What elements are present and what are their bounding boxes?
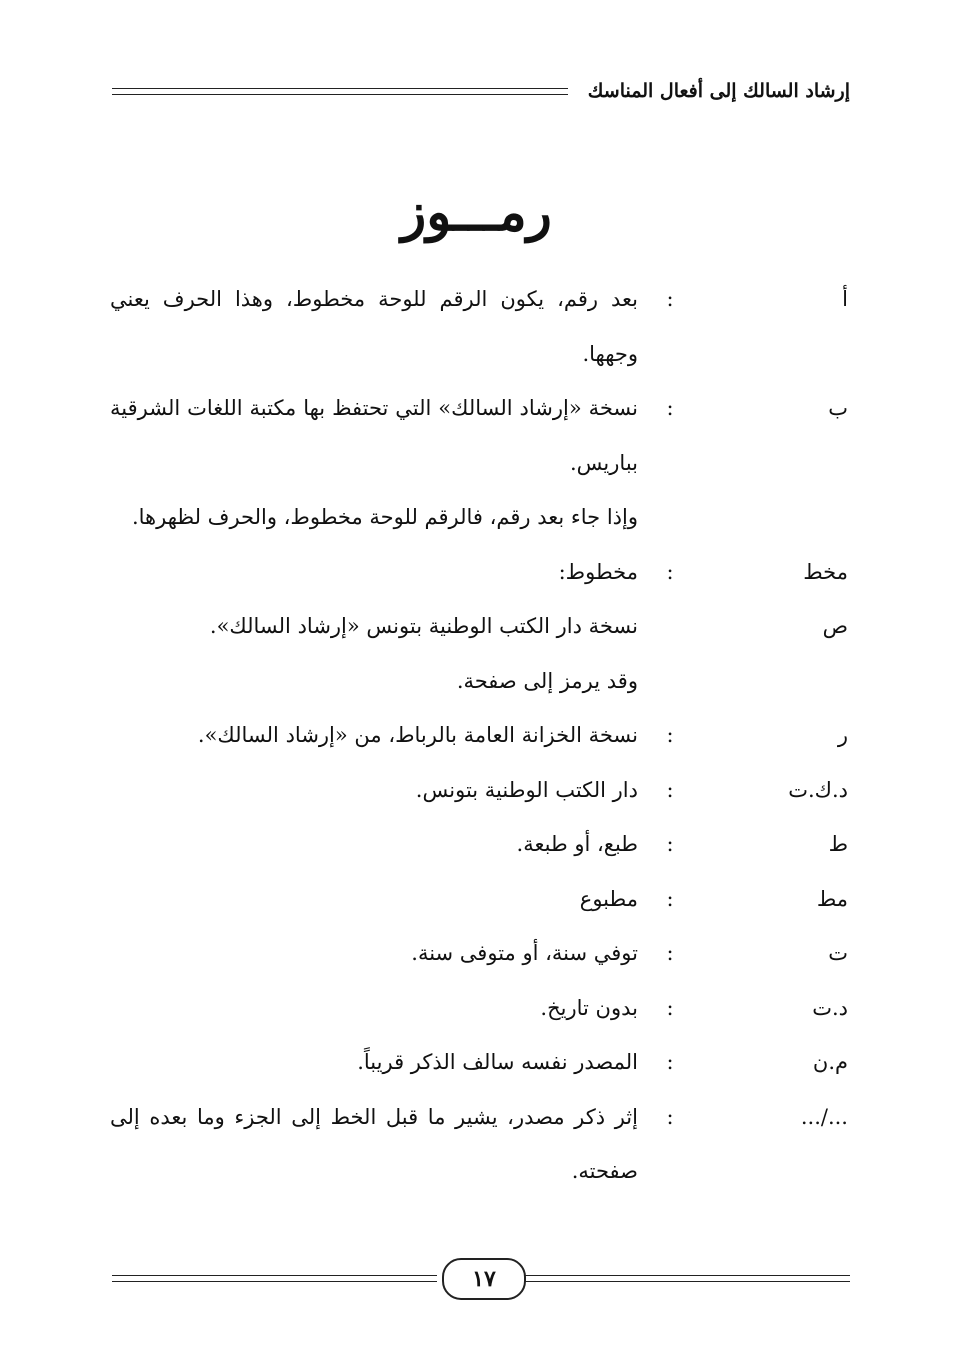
entry-description: وإذا جاء بعد رقم، فالرقم للوحة مخطوط، والحرف لظهرها.: [131, 505, 638, 529]
entry-description: نسخة دار الكتب الوطنية بتونس «إرشاد السالك».: [209, 614, 638, 638]
symbol-entry: [110, 272, 848, 381]
symbol-entry: [110, 708, 848, 763]
entry-symbol: م.ن: [812, 1050, 848, 1074]
entry-description: طبع، أو طبعة.: [516, 832, 638, 856]
entry-description: نسخة الخزانة العامة بالرباط، من «إرشاد السالك».: [197, 723, 638, 747]
entry-description: دار الكتب الوطنية بتونس.: [415, 777, 638, 802]
symbol-entry: [110, 381, 848, 490]
header-double-rule: [112, 88, 568, 95]
page-title: رمـــوز: [401, 182, 552, 243]
entry-colon: :: [666, 777, 674, 802]
entry-description: مخطوط:: [558, 559, 638, 584]
running-header: [112, 76, 850, 106]
entry-description: مطبوع: [579, 886, 638, 911]
entry-symbol: ت: [828, 941, 848, 965]
entry-colon: :: [666, 723, 674, 747]
entry-description: إثر ذكر مصدر، يشير ما قبل الخط إلى الجزء وما بعده إلى صفحته.: [110, 1104, 638, 1183]
entry-symbol: مخط: [803, 559, 848, 584]
entry-symbol: ر: [837, 723, 848, 747]
footer-rule-right: [525, 1275, 850, 1282]
entry-colon: :: [666, 832, 674, 856]
symbol-entry: [110, 490, 848, 545]
page-footer: [112, 1258, 850, 1302]
entry-colon: :: [666, 886, 674, 911]
entry-description: وقد يرمز إلى صفحة.: [456, 668, 638, 693]
symbol-entry: [110, 981, 848, 1036]
header-title: إرشاد السالك إلى أفعال المناسك: [587, 80, 850, 102]
symbol-entry: [110, 763, 848, 818]
footer-rule-left: [112, 1275, 437, 1282]
entry-description: نسخة «إرشاد السالك» التي تحتفظ بها مكتبة اللغات الشرقية بباريس.: [110, 396, 638, 475]
entry-description: المصدر نفسه سالف الذكر قريباً.: [357, 1050, 638, 1074]
entry-colon: :: [666, 1050, 674, 1074]
entry-colon: :: [666, 995, 674, 1020]
symbol-entry: [110, 926, 848, 981]
entry-colon: :: [666, 287, 674, 311]
entry-symbol: .../...: [800, 1104, 848, 1129]
symbol-entry: [110, 872, 848, 927]
entry-symbol: مط: [816, 886, 848, 911]
entry-symbol: د.ت: [812, 995, 848, 1020]
entry-colon: :: [666, 559, 674, 584]
entry-symbol: أ: [842, 287, 848, 311]
entry-description: بدون تاريخ.: [540, 995, 638, 1020]
symbol-entry: [110, 545, 848, 600]
symbol-entry: [110, 599, 848, 654]
entry-colon: :: [666, 941, 674, 965]
symbol-entry: [110, 1035, 848, 1090]
entry-description: بعد رقم، يكون الرقم للوحة مخطوط، وهذا الحرف يعني وجهها.: [110, 287, 638, 366]
symbol-list: [110, 272, 848, 1199]
entry-colon: :: [666, 1104, 674, 1129]
symbol-entry: [110, 817, 848, 872]
entry-symbol: ب: [828, 396, 848, 420]
entry-description: توفي سنة، أو متوفى سنة.: [411, 941, 638, 965]
symbol-entry: [110, 1090, 848, 1199]
entry-symbol: د.ك.ت: [788, 777, 848, 802]
entry-symbol: ط: [828, 832, 848, 856]
entry-colon: :: [666, 396, 674, 420]
symbol-entry: [110, 654, 848, 709]
page-number-badge: ١٧: [442, 1258, 526, 1300]
entry-symbol: ص: [822, 614, 848, 638]
